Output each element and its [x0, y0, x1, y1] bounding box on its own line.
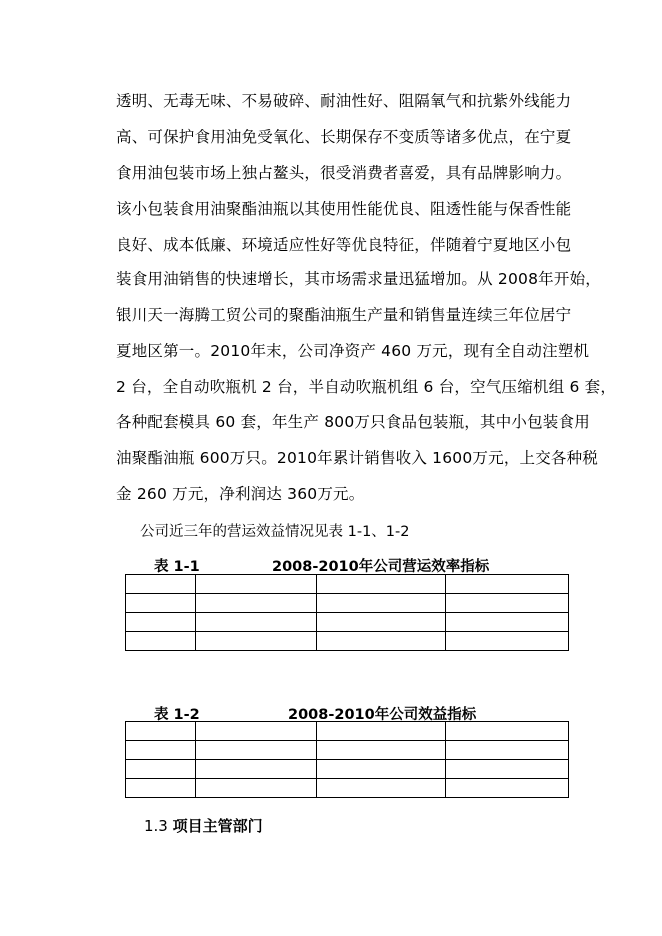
table-cell: [196, 594, 317, 613]
paragraph-line: 金 260 万元，净利润达 360万元。: [116, 485, 365, 503]
table-cell: [317, 779, 446, 798]
table-row: [126, 613, 569, 632]
table-cell: [317, 594, 446, 613]
paragraph-line: 油聚酯油瓶 600万只。2010年累计销售收入 1600万元，上交各种税: [116, 449, 599, 467]
table-1-2-title: 2008-2010年公司效益指标: [288, 707, 477, 723]
table-1-1: [125, 574, 569, 651]
paragraph-line: 高、可保护食用油免受氧化、长期保存不变质等诸多优点，在宁夏: [116, 128, 572, 146]
paragraph-line: 透明、无毒无味、不易破碎、耐油性好、阻隔氧气和抗紫外线能力: [116, 92, 572, 110]
paragraph-line: 该小包装食用油聚酯油瓶以其使用性能优良、阻透性能与保香性能: [116, 200, 572, 218]
paragraph-line: 夏地区第一。2010年末，公司净资产 460 万元，现有全自动注塑机: [116, 342, 590, 360]
table-1-2-label: 表 1-2: [154, 707, 200, 723]
paragraph-line: 2 台，全自动吹瓶机 2 台，半自动吹瓶机组 6 台，空气压缩机组 6 套，: [116, 378, 617, 396]
table-cell: [126, 613, 196, 632]
table-cell: [446, 575, 569, 594]
paragraph-line: 各种配套模具 60 套，年生产 800万只食品包装瓶，其中小包装食用: [116, 413, 590, 431]
table-cell: [126, 594, 196, 613]
table-cell: [317, 613, 446, 632]
table-cell: [446, 779, 569, 798]
paragraph-line: 银川天一海腾工贸公司的聚酯油瓶生产量和销售量连续三年位居宁: [116, 306, 572, 324]
table-cell: [317, 760, 446, 779]
table-cell: [196, 779, 317, 798]
section-heading: [144, 815, 263, 836]
paragraph-line: 良好、成本低廉、环境适应性好等优良特征，伴随着宁夏地区小包: [116, 236, 572, 254]
table-intro-caption: 公司近三年的营运效益情况见表 1-1、1-2: [140, 524, 410, 540]
table-1-2: [125, 721, 569, 798]
table-cell: [126, 575, 196, 594]
table-cell: [446, 722, 569, 741]
table-cell: [126, 779, 196, 798]
paragraph-line: 装食用油销售的快速增长，其市场需求量迅猛增加。从 2008年开始，: [116, 270, 601, 288]
table-cell: [126, 632, 196, 651]
table-row: [126, 632, 569, 651]
table-cell: [196, 722, 317, 741]
table-row: [126, 594, 569, 613]
section-title: 项目主管部门: [172, 817, 263, 835]
paragraph-line: 食用油包装市场上独占鳌头，很受消费者喜爱，具有品牌影响力。: [116, 164, 572, 182]
table-cell: [196, 613, 317, 632]
table-cell: [126, 741, 196, 760]
table-row: [126, 760, 569, 779]
table-cell: [446, 594, 569, 613]
table-cell: [196, 575, 317, 594]
table-cell: [126, 760, 196, 779]
table-cell: [446, 741, 569, 760]
table-row: [126, 741, 569, 760]
table-cell: [446, 632, 569, 651]
table-row: [126, 575, 569, 594]
table-cell: [317, 722, 446, 741]
table-1-1-title: 2008-2010年公司营运效率指标: [272, 559, 490, 575]
table-cell: [126, 722, 196, 741]
table-cell: [317, 632, 446, 651]
section-number: 1.3: [144, 817, 168, 835]
table-cell: [196, 760, 317, 779]
table-cell: [446, 760, 569, 779]
table-cell: [317, 575, 446, 594]
table-cell: [446, 613, 569, 632]
table-row: [126, 779, 569, 798]
table-cell: [196, 741, 317, 760]
table-cell: [196, 632, 317, 651]
table-1-1-label: 表 1-1: [154, 559, 200, 575]
table-row: [126, 722, 569, 741]
table-cell: [317, 741, 446, 760]
